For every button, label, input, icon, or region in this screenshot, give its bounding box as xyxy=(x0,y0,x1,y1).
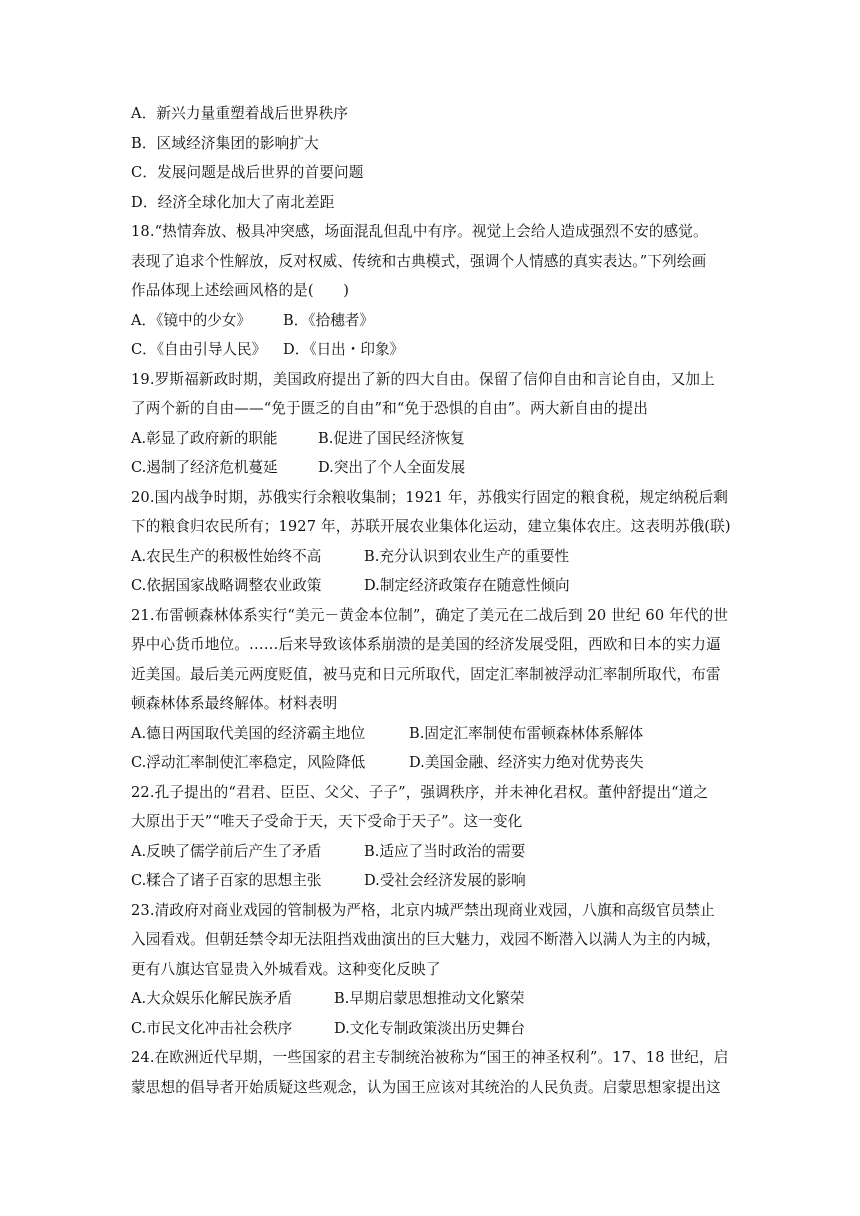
q18-stem-line-2: 表现了追求个性解放，反对权威、传统和古典模式，强调个人情感的真实表达。”下列绘画 xyxy=(131,253,707,270)
q17-option-c: C．发展问题是战后世界的首要问题 xyxy=(131,164,364,181)
q23-option-a: A.大众娱乐化解民族矛盾 xyxy=(131,990,293,1007)
q24-stem-line-1: 24.在欧洲近代早期，一些国家的君主专制统治被称为“国王的神圣权利”。17、18 世纪，启 xyxy=(131,1049,729,1066)
q23-option-b: B.早期启蒙思想推动文化繁荣 xyxy=(334,990,525,1007)
q23-stem-line-1: 23.清政府对商业戏园的管制极为严格，北京内城严禁出现商业戏园，八旗和高级官员禁止 xyxy=(131,902,715,919)
q23-stem-line-3: 更有八旗达官显贵入外城看戏。这种变化反映了 xyxy=(131,961,441,978)
q21-stem-line-4: 顿森林体系最终解体。材料表明 xyxy=(131,695,338,712)
q22-stem-line-2: 大原出于天”“唯天子受命于天，天下受命于天子”。这一变化 xyxy=(131,813,523,830)
q21-option-b: B.固定汇率制使布雷顿森林体系解体 xyxy=(409,725,644,742)
q19-stem-line-1: 19.罗斯福新政时期，美国政府提出了新的四大自由。保留了信仰自由和言论自由，又加上 xyxy=(131,371,715,388)
q23-option-d: D.文化专制政策淡出历史舞台 xyxy=(334,1020,525,1037)
q18-option-b: B．《拾穗者》 xyxy=(283,312,374,329)
q20-option-a: A.农民生产的积极性始终不高 xyxy=(131,548,322,565)
q19-option-d: D.突出了个人全面发展 xyxy=(318,459,466,476)
q20-option-d: D.制定经济政策存在随意性倾向 xyxy=(364,577,570,594)
q22-stem-line-1: 22.孔子提出的“君君、臣臣、父父、子子”，强调秩序，并未神化君权。董仲舒提出“道之 xyxy=(131,784,709,801)
q18-option-d: D．《日出・印象》 xyxy=(283,341,405,358)
q19-option-c: C.遏制了经济危机蔓延 xyxy=(131,459,278,476)
q21-stem-line-3: 近美国。最后美元两度贬值，被马克和日元所取代，固定汇率制被浮动汇率制所取代，布雷 xyxy=(131,666,721,683)
q20-option-b: B.充分认识到农业生产的重要性 xyxy=(364,548,570,565)
q22-option-a: A.反映了儒学前后产生了矛盾 xyxy=(131,843,322,860)
q20-option-c: C.依据国家战略调整农业政策 xyxy=(131,577,322,594)
q21-option-c: C.浮动汇率制使汇率稳定，风险降低 xyxy=(131,754,366,771)
q19-stem-line-2: 了两个新的自由——“免于匮乏的自由”和“免于恐惧的自由”。两大新自由的提出 xyxy=(131,400,648,417)
q23-stem-line-2: 入园看戏。但朝廷禁令却无法阻挡戏曲演出的巨大魅力，戏园不断潜入以满人为主的内城， xyxy=(131,931,721,948)
q18-option-c: C．《自由引导人民》 xyxy=(131,341,267,358)
q22-option-c: C.糅合了诸子百家的思想主张 xyxy=(131,872,322,889)
q17-option-d: D．经济全球化加大了南北差距 xyxy=(131,194,335,211)
q18-option-a: A．《镜中的少女》 xyxy=(131,312,251,329)
q19-option-b: B.促进了国民经济恢复 xyxy=(318,430,465,447)
q24-stem-line-2: 蒙思想的倡导者开始质疑这些观念，认为国王应该对其统治的人民负责。启蒙思想家提出这 xyxy=(131,1079,721,1096)
q20-stem-line-2: 下的粮食归农民所有；1927 年，苏联开展农业集体化运动，建立集体农庄。这表明苏俄(联) xyxy=(131,518,731,535)
q23-option-c: C.市民文化冲击社会秩序 xyxy=(131,1020,293,1037)
q18-stem-line-3: 作品体现上述绘画风格的是( ) xyxy=(131,282,350,299)
q19-option-a: A.彰显了政府新的职能 xyxy=(131,430,278,447)
q22-option-b: B.适应了当时政治的需要 xyxy=(364,843,526,860)
q17-option-a: A．新兴力量重塑着战后世界秩序 xyxy=(131,105,349,122)
q21-stem-line-1: 21.布雷顿森林体系实行“美元－黄金本位制”，确定了美元在二战后到 20 世纪 60 年代的世 xyxy=(131,607,729,624)
q21-option-d: D.美国金融、经济实力绝对优势丧失 xyxy=(409,754,644,771)
q18-stem-line-1: 18.“热情奔放、极具冲突感，场面混乱但乱中有序。视觉上会给人造成强烈不安的感觉。 xyxy=(131,223,708,240)
q21-option-a: A.德日两国取代美国的经济霸主地位 xyxy=(131,725,366,742)
q17-option-b: B．区域经济集团的影响扩大 xyxy=(131,135,319,152)
q20-stem-line-1: 20.国内战争时期，苏俄实行余粮收集制；1921 年，苏俄实行固定的粮食税，规定纳税后剩 xyxy=(131,489,728,506)
q21-stem-line-2: 界中心货币地位。……后来导致该体系崩溃的是美国的经济发展受阻，西欧和日本的实力逼 xyxy=(131,636,721,653)
q22-option-d: D.受社会经济发展的影响 xyxy=(364,872,526,889)
